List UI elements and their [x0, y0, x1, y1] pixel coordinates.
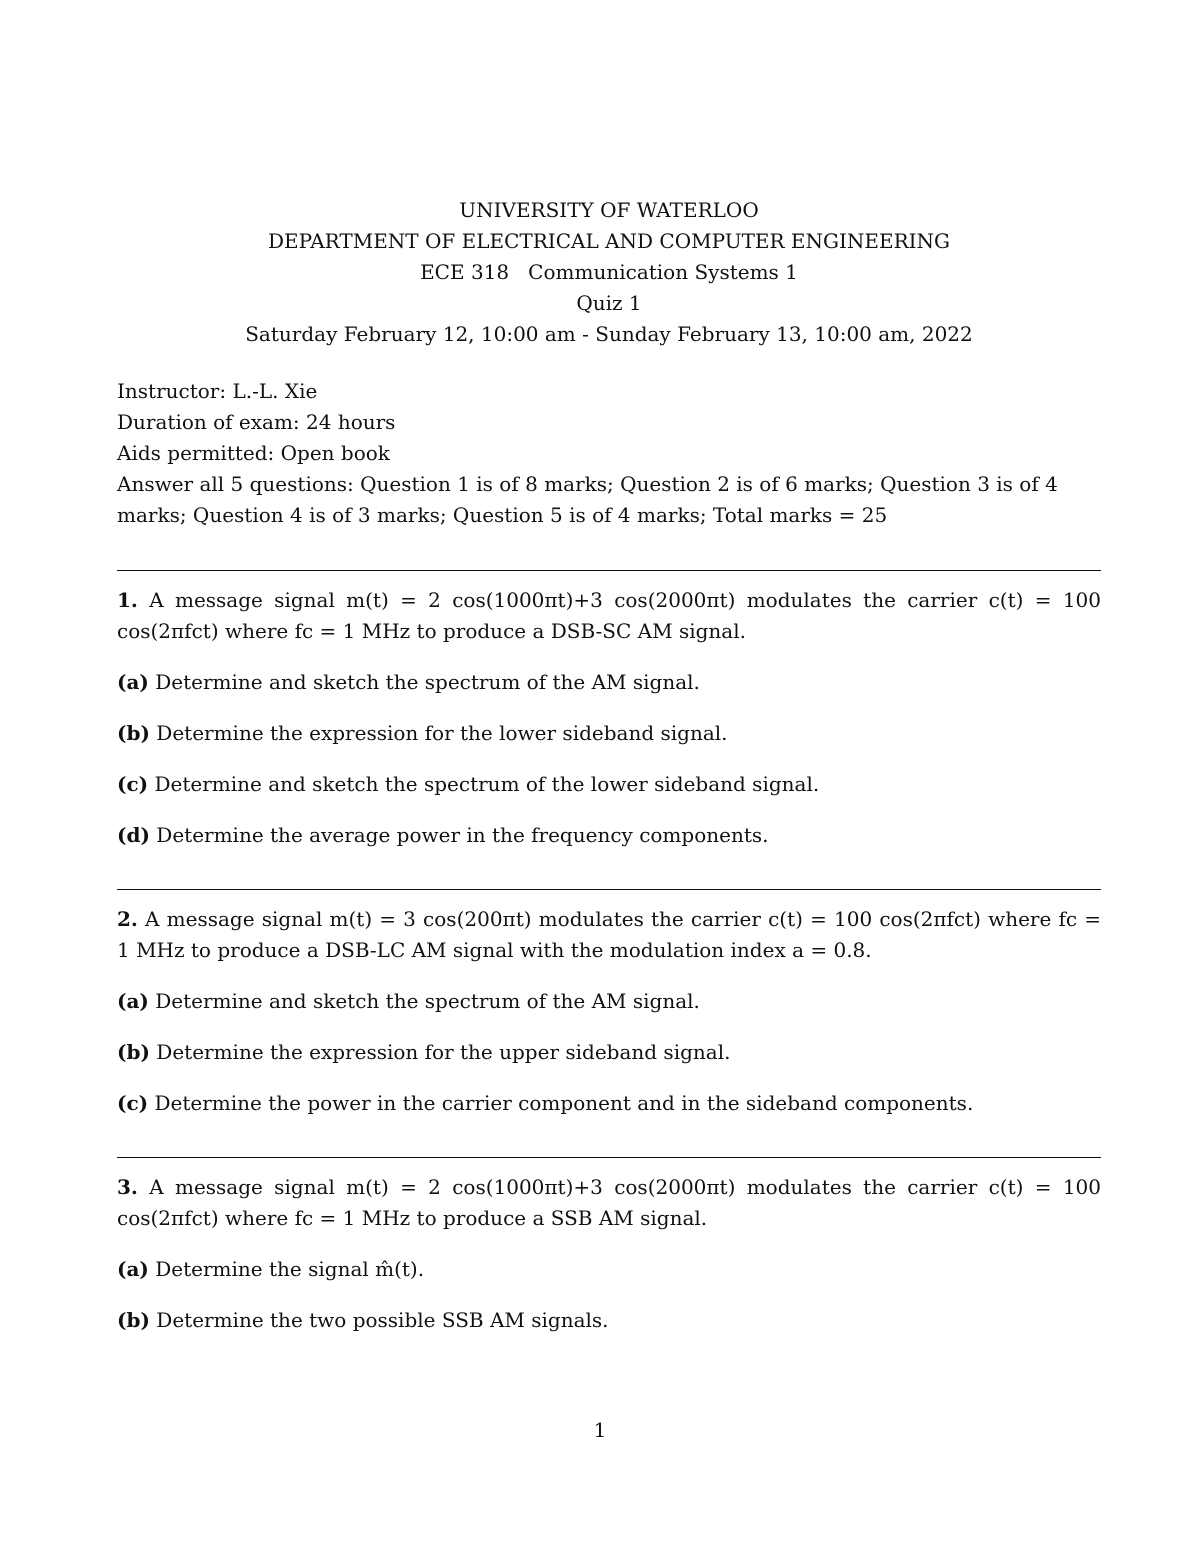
part-text: Determine and sketch the spectrum of the AM signal.	[155, 670, 700, 694]
course-title: ECE 318 Communication Systems 1	[420, 260, 798, 284]
part-text: Determine and sketch the spectrum of the AM signal.	[155, 989, 700, 1013]
question-1	[117, 585, 1101, 851]
document-header	[117, 195, 1101, 350]
part-text: Determine the signal m̂(t).	[155, 1257, 425, 1281]
part-label: (b)	[117, 1040, 150, 1064]
question-part	[117, 718, 1101, 749]
duration-line: Duration of exam: 24 hours	[117, 410, 396, 434]
question-text: A message signal m(t) = 2 cos(1000πt)+3 cos(2000πt) modulates the carrier c(t) = 100 cos(2πfct) where fc = 1 MHz to produce a DSB-SC AM signal.	[117, 588, 1101, 643]
page-number: 1	[593, 1418, 607, 1442]
question-part	[117, 1254, 1101, 1285]
part-label: (b)	[117, 1308, 150, 1332]
part-label: (c)	[117, 772, 149, 796]
part-label: (a)	[117, 1257, 149, 1281]
instructor-line: Instructor: L.-L. Xie	[117, 379, 318, 403]
question-stem	[117, 904, 1101, 966]
marks-line: Answer all 5 questions: Question 1 is of 8 marks; Question 2 is of 6 marks; Question 3 is of 4 marks; Question 4 is of 3 marks; Question 5 is of 4 marks; Total marks = 25	[117, 472, 1058, 527]
question-stem	[117, 585, 1101, 647]
divider	[117, 889, 1101, 890]
part-text: Determine the two possible SSB AM signals.	[156, 1308, 609, 1332]
divider	[117, 570, 1101, 571]
exam-info	[117, 376, 1101, 531]
question-2	[117, 904, 1101, 1119]
question-stem	[117, 1172, 1101, 1234]
question-3	[117, 1172, 1101, 1336]
question-number: 3.	[117, 1175, 138, 1199]
part-label: (a)	[117, 670, 149, 694]
aids-line: Aids permitted: Open book	[117, 441, 390, 465]
question-text: A message signal m(t) = 3 cos(200πt) modulates the carrier c(t) = 100 cos(2πfct) where fc = 1 MHz to produce a DSB-LC AM signal with the modulation index a = 0.8.	[117, 907, 1101, 962]
question-part	[117, 1037, 1101, 1068]
part-text: Determine the expression for the lower sideband signal.	[156, 721, 728, 745]
part-text: Determine and sketch the spectrum of the lower sideband signal.	[154, 772, 820, 796]
divider	[117, 1157, 1101, 1158]
question-part	[117, 820, 1101, 851]
question-part	[117, 769, 1101, 800]
part-text: Determine the expression for the upper sideband signal.	[156, 1040, 731, 1064]
quiz-page	[117, 195, 1101, 1336]
question-part	[117, 667, 1101, 698]
department-name: DEPARTMENT OF ELECTRICAL AND COMPUTER ENGINEERING	[267, 229, 951, 253]
question-text: A message signal m(t) = 2 cos(1000πt)+3 cos(2000πt) modulates the carrier c(t) = 100 cos(2πfct) where fc = 1 MHz to produce a SSB AM signal.	[117, 1175, 1101, 1230]
part-label: (d)	[117, 823, 150, 847]
question-part	[117, 1088, 1101, 1119]
question-part	[117, 986, 1101, 1017]
part-label: (b)	[117, 721, 150, 745]
part-text: Determine the power in the carrier component and in the sideband components.	[154, 1091, 974, 1115]
quiz-title: Quiz 1	[576, 291, 642, 315]
question-part	[117, 1305, 1101, 1336]
part-label: (a)	[117, 989, 149, 1013]
university-name: UNIVERSITY OF WATERLOO	[459, 198, 759, 222]
quiz-date: Saturday February 12, 10:00 am - Sunday February 13, 10:00 am, 2022	[245, 322, 973, 346]
part-label: (c)	[117, 1091, 149, 1115]
question-number: 1.	[117, 588, 138, 612]
part-text: Determine the average power in the frequency components.	[156, 823, 769, 847]
question-number: 2.	[117, 907, 138, 931]
